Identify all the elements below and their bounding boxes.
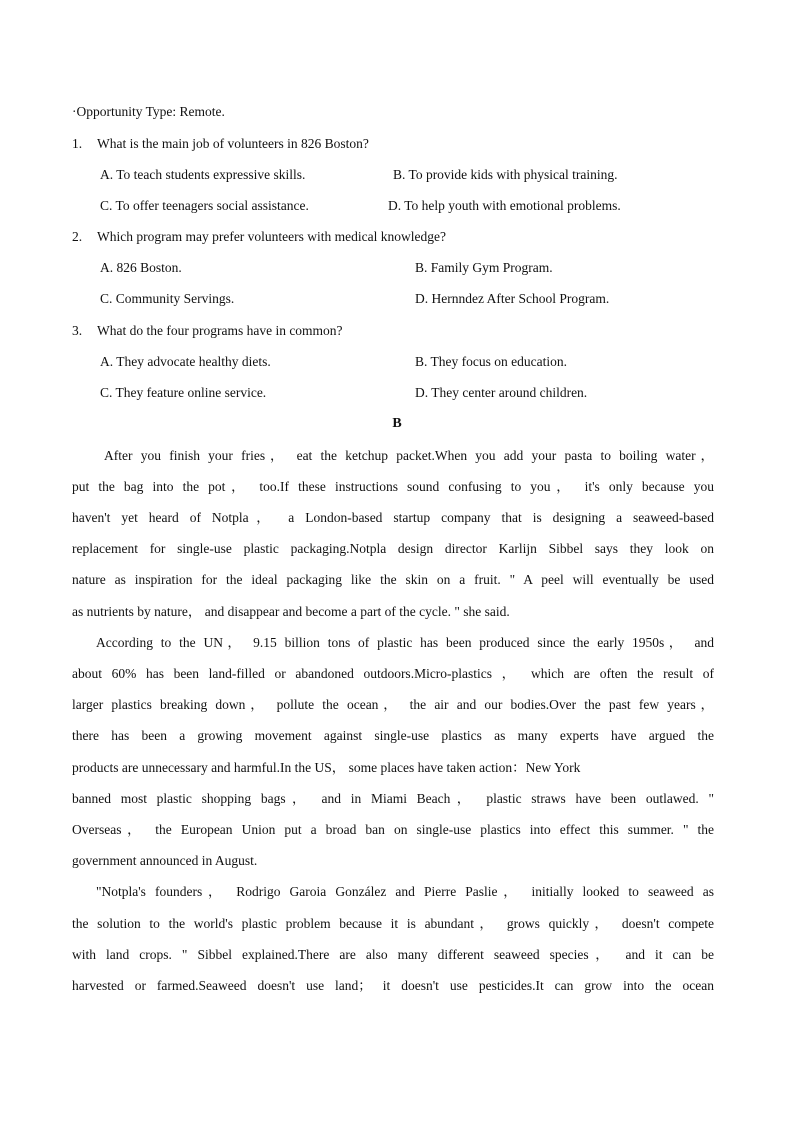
question-3-text: What do the four programs have in common?	[97, 323, 343, 338]
question-3-option-a: A. They advocate healthy diets.	[100, 354, 271, 369]
question-1-text: What is the main job of volunteers in 826 Boston?	[97, 136, 369, 151]
passage-line: replacement for single-use plastic packaging.Notpla design director Karlijn Sibbel says they look on	[72, 541, 714, 556]
passage-line: as nutrients by nature， and disappear and become a part of the cycle. " she said.	[72, 604, 510, 619]
passage-line: haven't yet heard of Notpla， a London-based startup company that is designing a seaweed-based	[72, 510, 714, 525]
question-1-number: 1.	[72, 136, 83, 151]
passage-line: with land crops. " Sibbel explained.There are also many different seaweed species， and it can be	[72, 947, 714, 962]
passage-line: products are unnecessary and harmful.In the US， some places have taken action：New York	[72, 760, 581, 775]
question-2-option-d: D. Hernndez After School Program.	[415, 291, 610, 306]
question-1-option-a: A. To teach students expressive skills.	[100, 167, 306, 182]
passage-line: the solution to the world's plastic problem because it is abundant， grows quickly， doesn't compete	[72, 916, 714, 931]
section-heading: B	[392, 416, 402, 431]
passage-line: According to the UN， 9.15 billion tons of plastic has been produced since the early 1950s， and	[96, 635, 714, 650]
question-2-option-c: C. Community Servings.	[100, 291, 235, 306]
passage-line: harvested or farmed.Seaweed doesn't use land； it doesn't use pesticides.It can grow into the ocean	[72, 978, 714, 993]
question-3-number: 3.	[72, 323, 83, 338]
question-1-option-c: C. To offer teenagers social assistance.	[100, 198, 309, 213]
passage-line: nature as inspiration for the ideal packaging like the skin on a fruit. " A peel will eventually be used	[72, 572, 714, 587]
passage-line: there has been a growing movement against single-use plastics as many experts have argued the	[72, 728, 714, 743]
question-3-option-b: B. They focus on education.	[415, 354, 567, 369]
passage-line: about 60% has been land-filled or abandoned outdoors.Micro-plastics ， which are often the result of	[72, 666, 714, 681]
question-1-option-b: B. To provide kids with physical training.	[393, 167, 618, 182]
passage-line: Overseas， the European Union put a broad ban on single-use plastics into effect this summer. " the	[72, 822, 714, 837]
passage-line: put the bag into the pot， too.If these instructions sound confusing to you， it's only because you	[72, 479, 714, 494]
passage-line: "Notpla's founders， Rodrigo Garoia González and Pierre Paslie， initially looked to seaweed as	[96, 884, 714, 899]
opportunity-type: ·Opportunity Type: Remote.	[72, 104, 225, 119]
passage-line: banned most plastic shopping bags， and in Miami Beach， plastic straws have been outlawed. "	[72, 791, 714, 806]
passage-line: After you finish your fries， eat the ketchup packet.When you add your pasta to boiling water，	[104, 448, 714, 463]
question-1-option-d: D. To help youth with emotional problems.	[388, 198, 621, 213]
question-3-option-c: C. They feature online service.	[100, 385, 267, 400]
question-3-option-d: D. They center around children.	[415, 385, 588, 400]
question-2-text: Which program may prefer volunteers with medical knowledge?	[97, 229, 446, 244]
question-2-number: 2.	[72, 229, 83, 244]
passage-line: larger plastics breaking down， pollute the ocean， the air and our bodies.Over the past few years，	[72, 697, 714, 712]
question-2-option-a: A. 826 Boston.	[100, 260, 182, 275]
passage-line: government announced in August.	[72, 853, 258, 868]
question-2-option-b: B. Family Gym Program.	[415, 260, 553, 275]
